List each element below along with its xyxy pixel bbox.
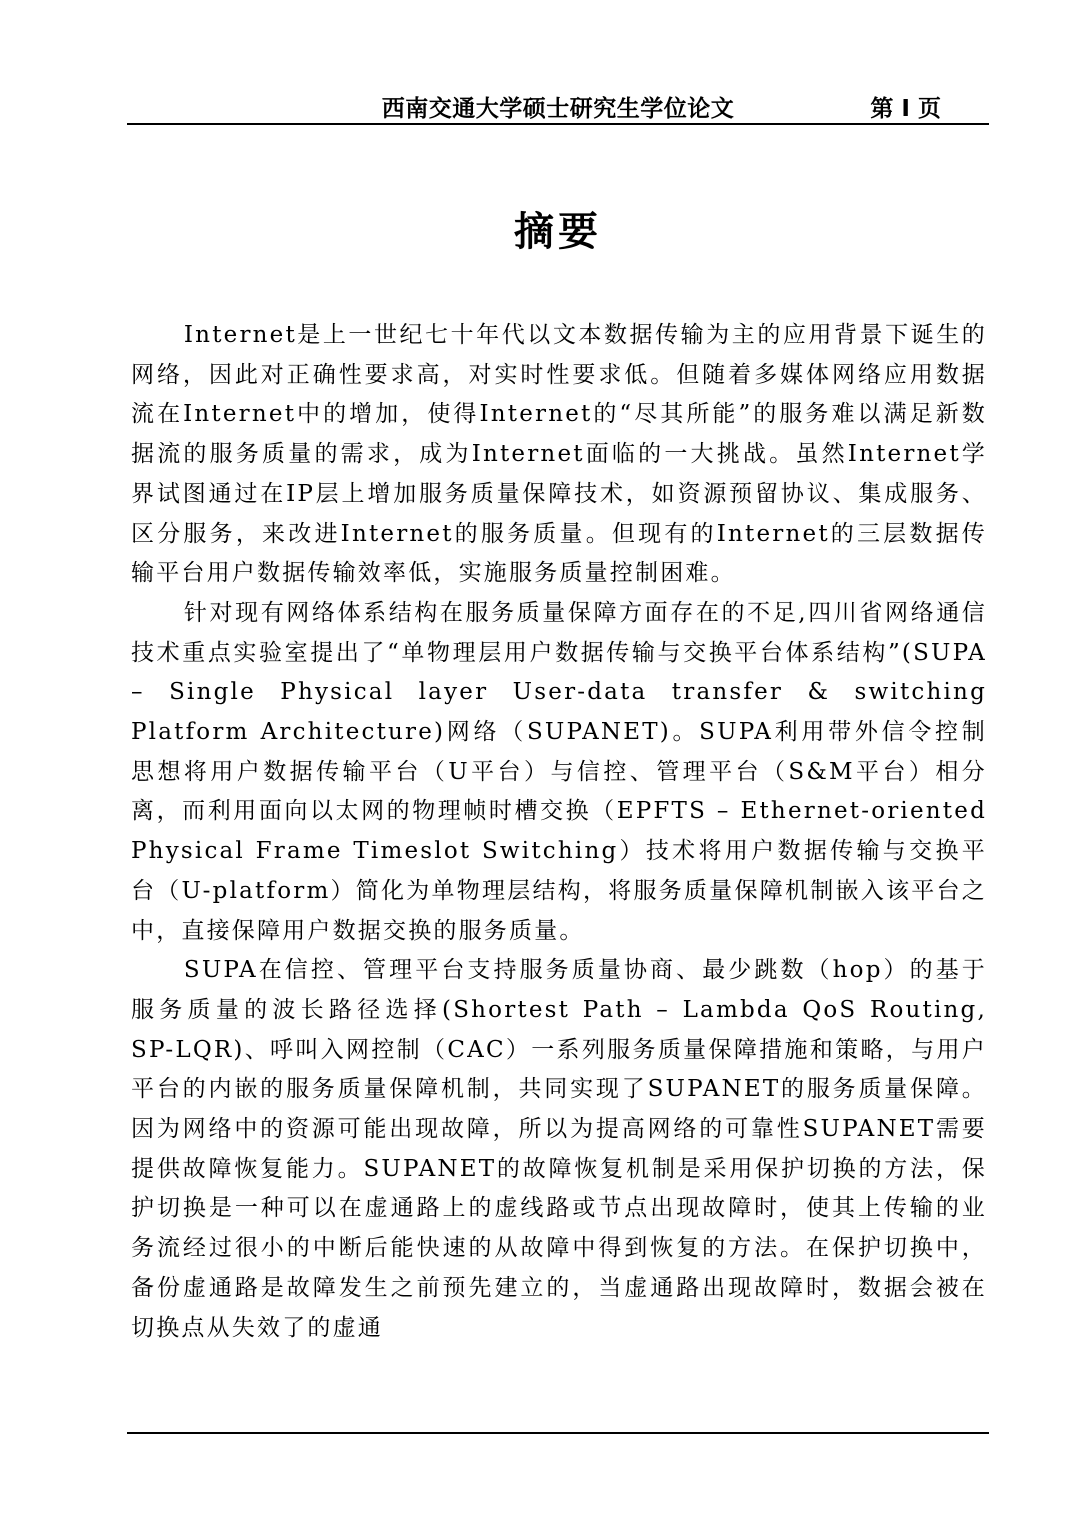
abstract-paragraph-3: SUPA在信控、管理平台支持服务质量协商、最少跳数（hop）的基于服务质量的波长路径选择(Shortest Path – Lambda QoS Routing, SP-LQR)、呼叫入网控制（CAC）一系列服务质量保障措施和策略，与用户平台的内嵌的服务质量保障机制，共同实现了SUPANET的服务质量保障。因为网络中的资源可能出现故障，所以为提高网络的可靠性SUPANET需要提供故障恢复能力。SUPANET的故障恢复机制是采用保护切换的方法，保护切换是一种可以在虚通路上的虚线路或节点出现故障时，使其上传输的业务流经过很小的中断后能快速的从故障中得到恢复的方法。在保护切换中，备份虚通路是故障发生之前预先建立的，当虚通路出现故障时，数据会被在切换点从失效了的虚通 (131, 957, 987, 1341)
thesis-header-title: 西南交通大学硕士研究生学位论文 (381, 96, 735, 122)
header-divider (127, 123, 989, 125)
page-header (127, 84, 989, 124)
abstract-paragraph-1: Internet是上一世纪七十年代以文本数据传输为主的应用背景下诞生的网络，因此对正确性要求高，对实时性要求低。但随着多媒体网络应用数据流在Internet中的增加，使得Internet的“尽其所能”的服务难以满足新数据流的服务质量的需求，成为Internet面临的一大挑战。虽然Internet学界试图通过在IP层上增加服务质量保障技术，如资源预留协议、集成服务、区分服务，来改进Internet的服务质量。但现有的Internet的三层数据传输平台用户数据传输效率低，实施服务质量控制困难。 (131, 322, 987, 587)
abstract-body (131, 316, 987, 1348)
abstract-paragraph-2: 针对现有网络体系结构在服务质量保障方面存在的不足,四川省网络通信技术重点实验室提出了“单物理层用户数据传输与交换平台体系结构”(SUPA – Single Physical layer User-data transfer & switching Platform Architecture)网络（SUPANET)。SUPA利用带外信令控制思想将用户数据传输平台（U平台）与信控、管理平台（S&M平台）相分离，而利用面向以太网的物理帧时槽交换（EPFTS – Ethernet-oriented Physical Frame Timeslot Switching）技术将用户数据传输与交换平台（U-platform）简化为单物理层结构，将服务质量保障机制嵌入该平台之中，直接保障用户数据交换的服务质量。 (131, 599, 987, 944)
section-title: 摘要 (514, 209, 602, 255)
page-number: 第 I 页 (870, 96, 941, 122)
footer-divider (127, 1432, 989, 1434)
